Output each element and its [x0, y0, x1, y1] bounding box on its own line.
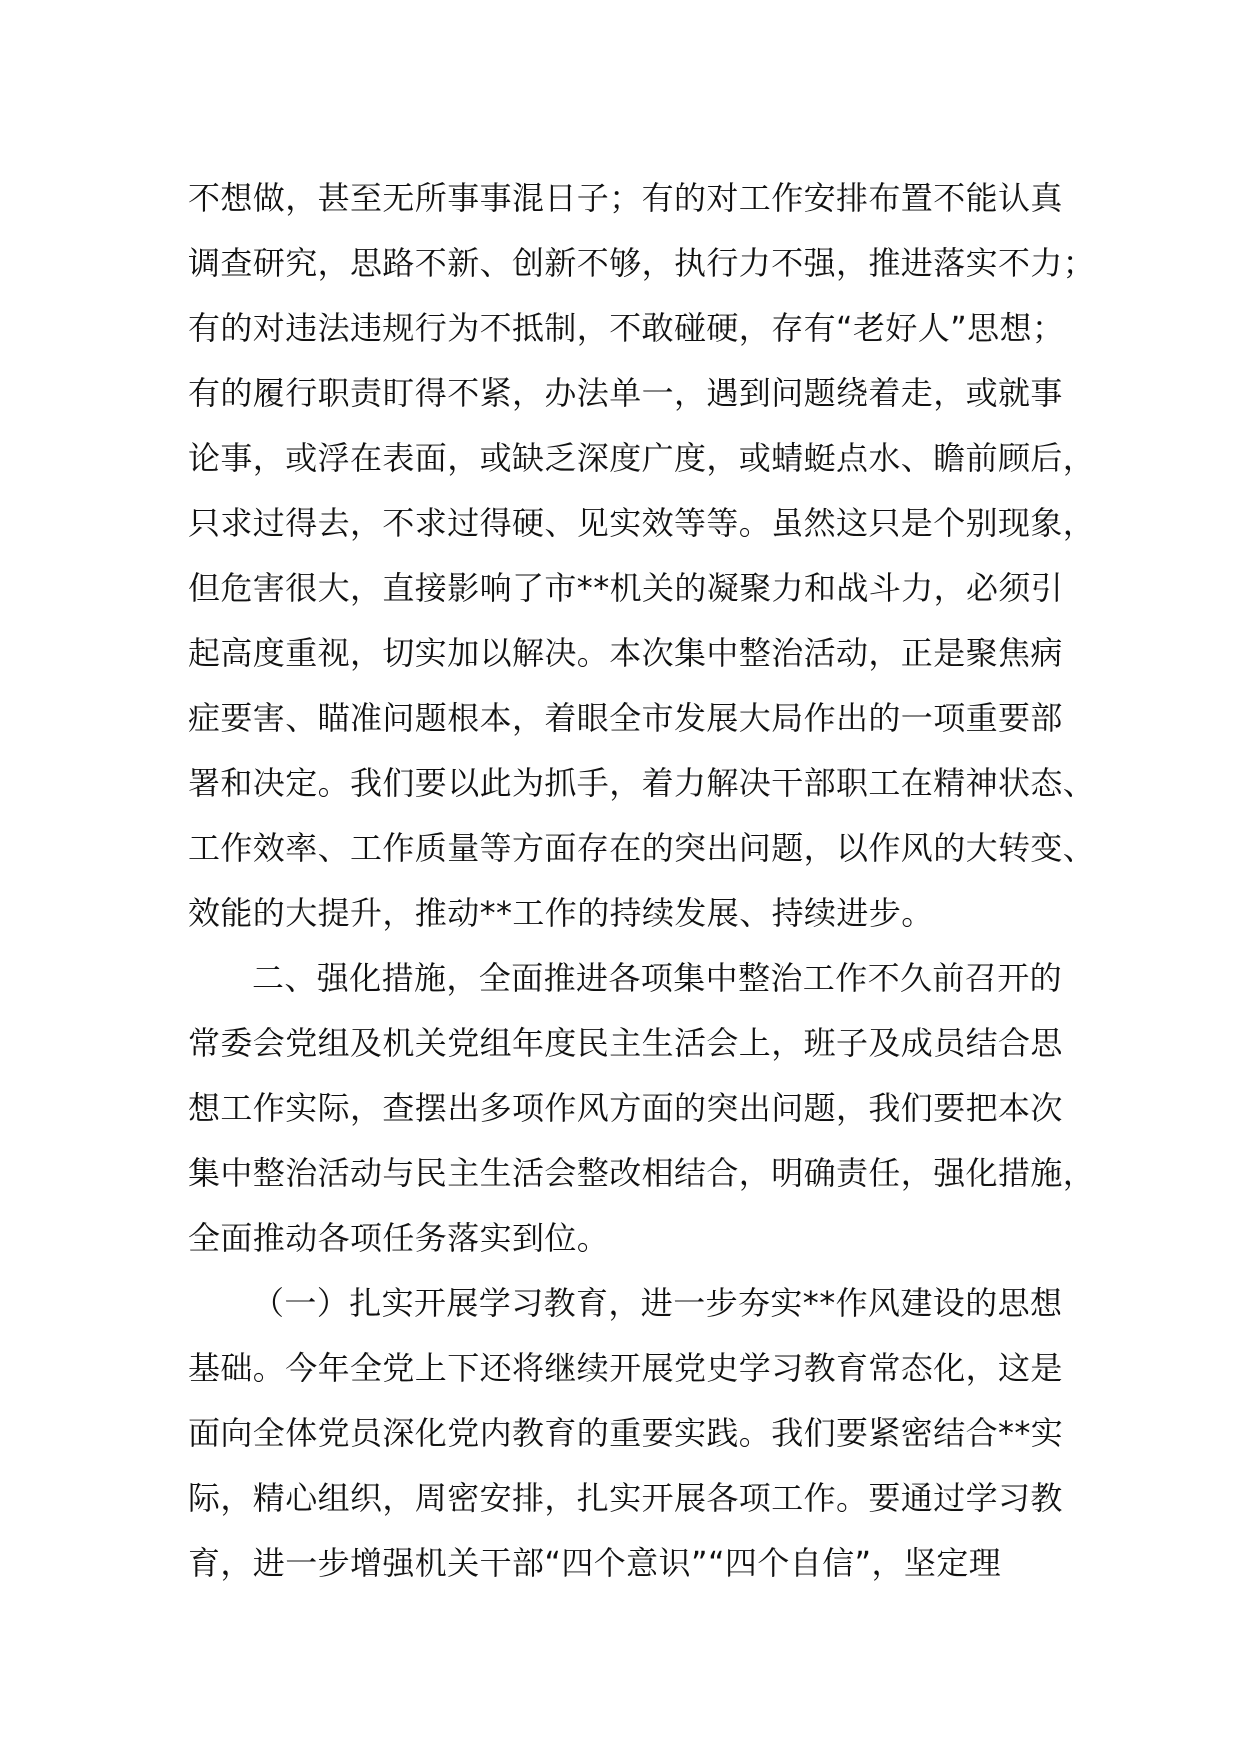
- text-line: 全面推动各项任务落实到位。: [188, 1219, 610, 1257]
- text-line: 集中整治活动与民主生活会整改相结合，明确责任，强化措施，: [188, 1154, 1096, 1192]
- text-line: 工作效率、工作质量等方面存在的突出问题，以作风的大转变、: [188, 829, 1096, 867]
- body-text: [188, 166, 1096, 1596]
- text-line: 论事，或浮在表面，或缺乏深度广度，或蜻蜓点水、瞻前顾后，: [188, 439, 1096, 477]
- text-line: 但危害很大，直接影响了市**机关的凝聚力和战斗力，必须引: [188, 569, 1064, 607]
- text-line: 基础。今年全党上下还将继续开展党史学习教育常态化，这是: [188, 1349, 1063, 1387]
- text-line: 起高度重视，切实加以解决。本次集中整治活动，正是聚焦病: [188, 634, 1063, 672]
- text-line: 效能的大提升，推动**工作的持续发展、持续进步。: [188, 894, 934, 932]
- text-line: 署和决定。我们要以此为抓手，着力解决干部职工在精神状态、: [188, 764, 1096, 802]
- text-line: 想工作实际，查摆出多项作风方面的突出问题，我们要把本次: [188, 1089, 1063, 1127]
- text-line: 有的履行职责盯得不紧，办法单一，遇到问题绕着走，或就事: [188, 374, 1063, 412]
- subsection-heading-line: （一）扎实开展学习教育，进一步夯实**作风建设的思想: [252, 1284, 1063, 1322]
- text-line: 有的对违法违规行为不抵制，不敢碰硬，存有“老好人”思想；: [188, 309, 1065, 347]
- text-line: 症要害、瞄准问题根本，着眼全市发展大局作出的一项重要部: [188, 699, 1063, 737]
- text-line: 常委会党组及机关党组年度民主生活会上，班子及成员结合思: [188, 1024, 1063, 1062]
- section-heading-line: 二、强化措施，全面推进各项集中整治工作不久前召开的: [252, 959, 1063, 997]
- text-line: 育，进一步增强机关干部“四个意识”“四个自信”，坚定理: [188, 1544, 1002, 1582]
- text-line: 只求过得去，不求过得硬、见实效等等。虽然这只是个别现象，: [188, 504, 1096, 542]
- text-line: 面向全体党员深化党内教育的重要实践。我们要紧密结合**实: [188, 1414, 1064, 1452]
- text-line: 调查研究，思路不新、创新不够，执行力不强，推进落实不力；: [188, 244, 1096, 282]
- text-line: 不想做，甚至无所事事混日子；有的对工作安排布置不能认真: [188, 179, 1063, 217]
- text-line: 际，精心组织，周密安排，扎实开展各项工作。要通过学习教: [188, 1479, 1063, 1517]
